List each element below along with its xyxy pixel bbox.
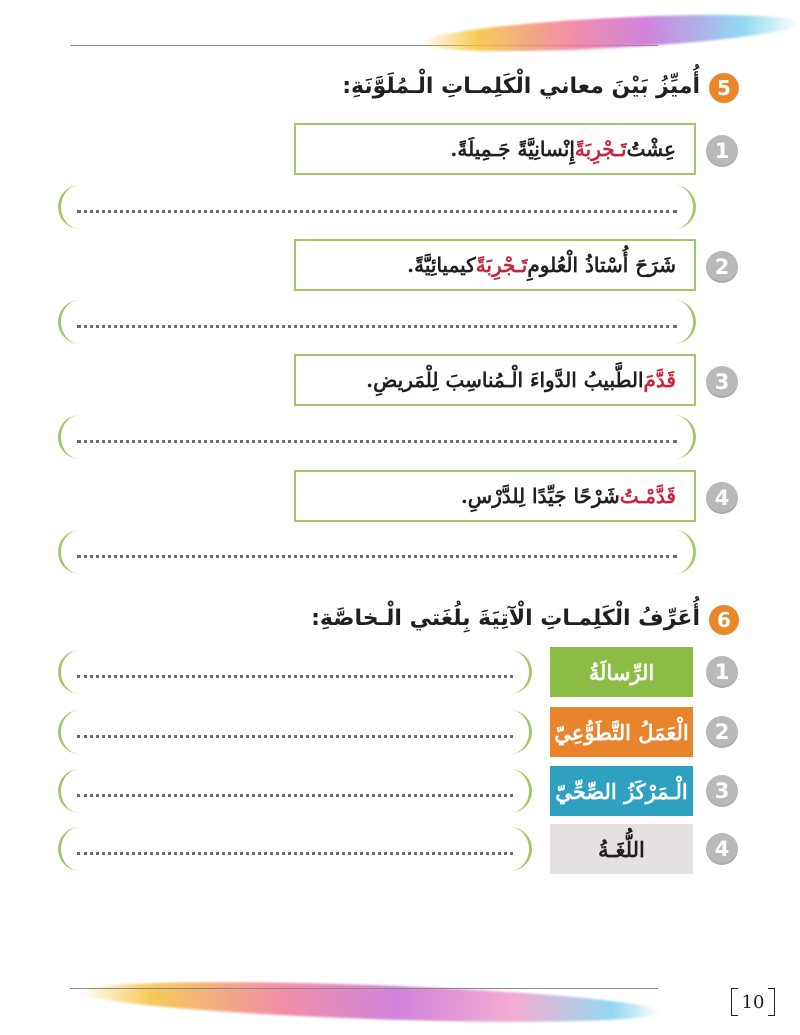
exercise6-item1-answer-line[interactable] — [58, 650, 532, 694]
exercise6-item3-number: 3 — [706, 775, 738, 807]
exercise6-title: أُعَرِّفُ الْكَلِمـاتِ الْآتِيَةَ بِلُغَتي الْـخاصَّةِ: — [311, 606, 700, 631]
exercise6-item2-word: الْعَمَلُ التَّطَوُّعِيّ — [550, 707, 693, 757]
exercise5-item1-number: 1 — [706, 135, 738, 167]
exercise5-item1-sentence — [294, 123, 696, 175]
exercise6-item2-answer-line[interactable] — [58, 710, 532, 754]
top-decoration — [419, 8, 800, 58]
bottom-decoration — [80, 975, 661, 1029]
sentence-after: الطَّبيبُ الدَّواءَ الْـمُناسِبَ لِلْمَريضِ. — [366, 368, 644, 392]
exercise5-item4-answer-line[interactable] — [58, 530, 696, 574]
sentence-after: كيميائِيَّةً. — [407, 253, 476, 277]
exercise5-item3-sentence — [294, 354, 696, 406]
exercise5-item2-number: 2 — [706, 251, 738, 283]
exercise5-title: أُميِّزُ بَيْنَ معاني الْكَلِمـاتِ الْـمُلَوَّنَةِ: — [342, 74, 700, 99]
sentence-highlight: تَـجْرِبَةً — [574, 137, 627, 161]
exercise6-item4-number: 4 — [706, 833, 738, 865]
exercise6-item1-number: 1 — [706, 656, 738, 688]
exercise6-number-badge: 6 — [709, 605, 739, 635]
sentence-highlight: قَدَّمَ — [643, 368, 676, 392]
exercise6-item3-answer-line[interactable] — [58, 769, 532, 813]
exercise6-item4-answer-line[interactable] — [58, 827, 532, 871]
exercise5-item4-number: 4 — [706, 482, 738, 514]
sentence-highlight: قَدَّمْـتُ — [619, 484, 676, 508]
exercise5-item3-answer-line[interactable] — [58, 415, 696, 459]
exercise6-item1-word: الرِّسالَةُ — [550, 647, 693, 697]
sentence-after: إِنْسانِيَّةً جَـمِيلَةً. — [450, 137, 575, 161]
exercise5-item1-answer-line[interactable] — [58, 185, 696, 229]
sentence-after: شَرْحًا جَيِّدًا لِلدَّرْسِ. — [460, 484, 620, 508]
exercise6-item2-number: 2 — [706, 716, 738, 748]
bottom-rule — [70, 988, 658, 989]
exercise5-item2-answer-line[interactable] — [58, 300, 696, 344]
exercise5-item2-sentence — [294, 239, 696, 291]
exercise5-item4-sentence — [294, 470, 696, 522]
sentence-highlight: تَـجْرِبَةً — [475, 253, 528, 277]
page-number: 10 — [731, 988, 775, 1016]
exercise5-item3-number: 3 — [706, 366, 738, 398]
sentence-before: شَرَحَ أُسْتاذُ الْعُلومِ — [527, 253, 676, 277]
exercise6-item3-word: الْـمَرْكَزُ الصِّحِّيّ — [550, 766, 693, 816]
exercise5-number-badge: 5 — [709, 73, 739, 103]
exercise6-item4-word: اللُّغَـةُ — [550, 824, 693, 874]
sentence-before: عِشْتُ — [626, 137, 676, 161]
